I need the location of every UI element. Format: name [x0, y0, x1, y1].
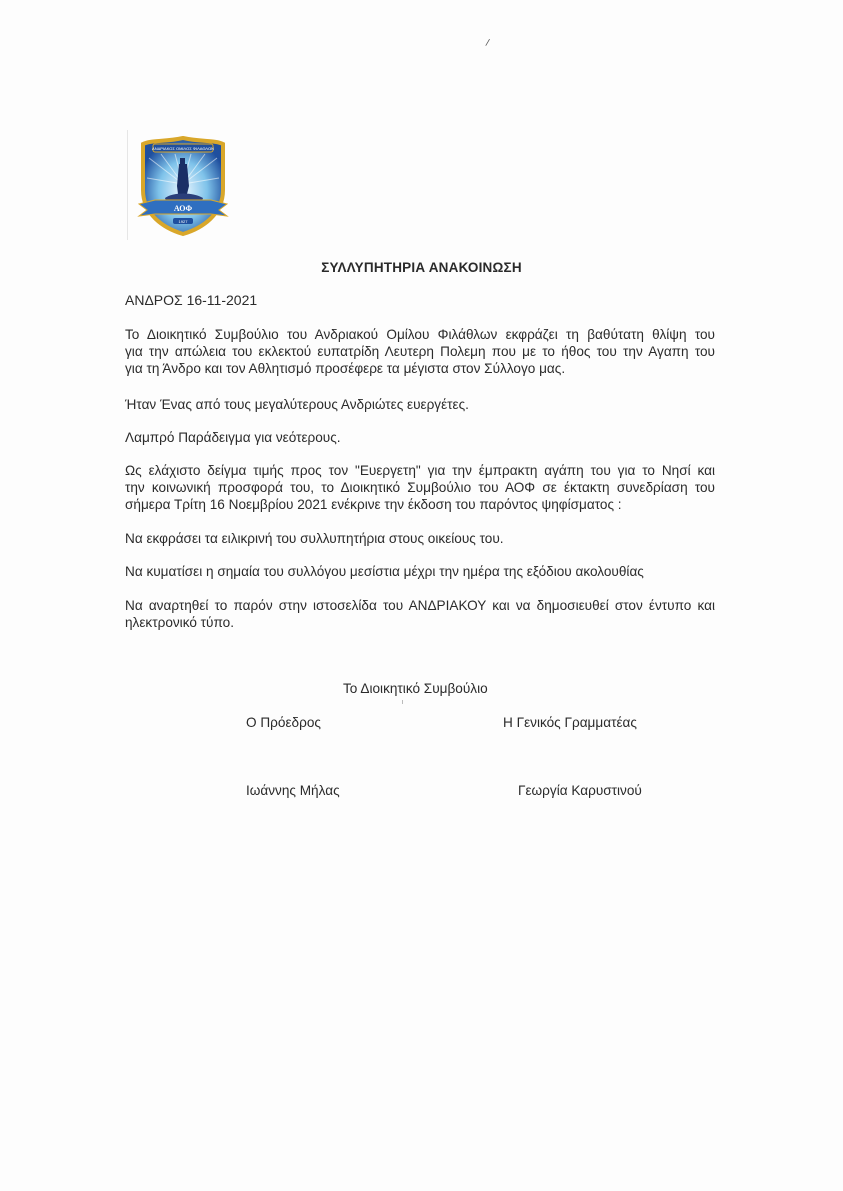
- secretary-name: Γεωργία Καρυστινού: [518, 783, 642, 798]
- paragraph-line: Το Διοικητικό Συμβούλιο του Ανδριακού Ομίλου Φιλάθλων εκφράζει τη βαθύτατη θλίψη του: [125, 327, 715, 342]
- paragraph-example: Λαμπρό Παράδειγμα για νεότερους.: [125, 430, 341, 445]
- club-logo: [127, 130, 237, 240]
- date-line: ΑΝΔΡΟΣ 16-11-2021: [125, 292, 258, 308]
- resolution-item-condolences: Να εκφράσει τα ειλικρινή του συλλυπητήρια στους οικείους του.: [125, 531, 504, 546]
- svg-text:ΑΝΔΡΙΑΚΟΣ ΟΜΙΛΟΣ ΦΙΛΑΘΛΩΝ: ΑΝΔΡΙΑΚΟΣ ΟΜΙΛΟΣ ΦΙΛΑΘΛΩΝ: [152, 146, 214, 151]
- paragraph-line: Ως ελάχιστο δείγμα τιμής προς τον "Ευεργετη" για την έμπρακτη αγάπη του για το Νησί και: [125, 463, 715, 478]
- signature-board: Το Διοικητικό Συμβούλιο: [343, 681, 488, 696]
- club-crest-emblem: [135, 134, 231, 238]
- resolution-item-publish: [125, 597, 715, 631]
- svg-text:1927: 1927: [178, 219, 188, 224]
- paragraph-line: την κοινωνική προσφορά του, το Διοικητικό Συμβούλιο του ΑΟΦ σε έκτακτη συνεδρίαση του: [125, 480, 715, 495]
- paragraph-line: για τη Άνδρο και τον Αθλητισμό προσέφερε τα μέγιστα στον Σύλλογο μας.: [125, 361, 566, 376]
- paragraph-resolution-intro: [125, 462, 715, 513]
- paragraph-line: για την απώλεια του εκλεκτού ευπατρίδη Λευτερη Πολεμη που με το ήθος του την Αγαπη του: [125, 344, 715, 359]
- president-name: Ιωάννης Μήλας: [246, 783, 340, 798]
- scan-edge: [127, 130, 128, 240]
- president-title: Ο Πρόεδρος: [246, 715, 321, 730]
- scan-speck: [402, 700, 403, 704]
- paragraph-line: ηλεκτρονικό τύπο.: [125, 615, 234, 630]
- resolution-item-flag: Να κυματίσει η σημαία του συλλόγου μεσίστια μέχρι την ημέρα της εξόδιου ακολουθίας: [125, 564, 644, 579]
- secretary-title: Η Γενικός Γραμματέας: [503, 715, 637, 730]
- paragraph-line: Να αναρτηθεί το παρόν στην ιστοσελίδα του ΑΝΔΡΙΑΚΟΥ και να δημοσιευθεί στον έντυπο και: [125, 598, 715, 613]
- svg-text:ΑΟΦ: ΑΟΦ: [173, 204, 193, 213]
- announcement-title: ΣΥΛΛΥΠΗΤΗΡΙΑ ΑΝΑΚΟΙΝΩΣΗ: [321, 260, 522, 275]
- paragraph-benefactor: Ήταν Ένας από τους μεγαλύτερους Ανδριώτες ευεργέτες.: [125, 397, 469, 412]
- stray-mark: /: [484, 37, 491, 50]
- paragraph-line: σήμερα Τρίτη 16 Νοεμβρίου 2021 ενέκρινε την έκδοση του παρόντος ψηφίσματος :: [125, 497, 622, 512]
- paragraph-condolence: [125, 326, 715, 377]
